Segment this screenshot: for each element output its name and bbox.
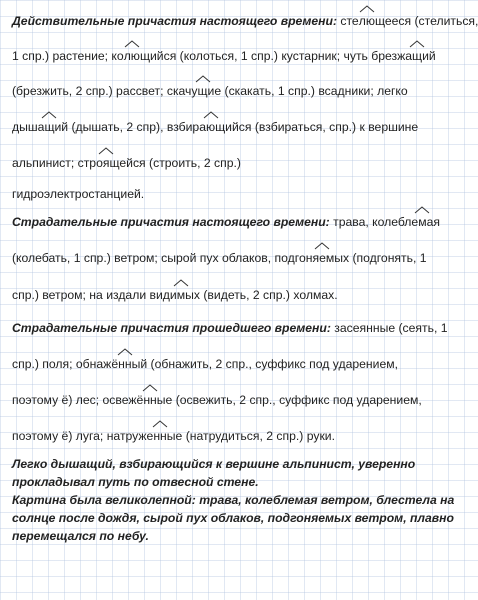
text-segment: поэтому ё) луга; натруже — [12, 429, 154, 443]
suffix-letters: я — [102, 156, 110, 170]
text-line — [12, 511, 454, 526]
suffix-arc-icon — [152, 420, 168, 428]
text-segment: (брезжить, 2 спр.) рассвет; скачу — [12, 84, 198, 98]
text-segment: засеянные (сеять, 1 — [330, 321, 448, 335]
text-line — [12, 393, 442, 408]
text-segment: поэтому ё) лес; освежё — [12, 393, 144, 407]
text-segment: дыша — [12, 120, 45, 134]
text-line — [12, 321, 448, 336]
text-segment: щейся (строить, 2 спр.) — [109, 156, 241, 170]
text-segment: спр.) ветром; на издали види — [12, 288, 177, 302]
text-line — [12, 529, 442, 544]
suffix-arc-icon — [195, 75, 211, 83]
suffix-letters: е — [319, 251, 326, 265]
suffix-letters: щ — [44, 120, 55, 134]
text-segment: трава, колебле — [329, 215, 419, 229]
suffix-letters: лю — [123, 49, 140, 63]
answer-text: Легко дышащий, взбирающийся к вершине альпинист, уверенно — [12, 457, 416, 471]
text-line — [12, 156, 442, 171]
suffix-mark — [118, 357, 131, 372]
suffix-arc-icon — [414, 206, 430, 214]
suffix-letters: щ — [412, 49, 423, 63]
text-line — [12, 288, 442, 303]
suffix-mark — [359, 14, 375, 29]
text-line — [12, 187, 442, 202]
section-heading: Страдательные причастия настоящего времени: — [12, 215, 330, 229]
suffix-letters: лю — [358, 14, 375, 28]
answer-text: перемещался по небу. — [12, 529, 149, 543]
suffix-arc-icon — [173, 279, 189, 287]
suffix-arc-icon — [124, 40, 140, 48]
text-line — [12, 251, 442, 266]
answer-text: солнце после дождя, сырой пух облаков, подгоняемых ветром, плавно — [12, 511, 454, 525]
suffix-mark — [418, 215, 426, 230]
text-segment: ий (дышать, 2 спр), взбира — [54, 120, 206, 134]
suffix-letters: щ — [197, 84, 208, 98]
section-heading: Страдательные причастия прошедшего времени: — [12, 321, 331, 335]
answer-text: Картина была великолепной: трава, колеблемая ветром, блестела на — [12, 493, 455, 507]
text-segment: ые (освежить, 2 спр., суффикс под ударением, — [156, 393, 422, 407]
text-segment: ый (обнажить, 2 спр., суффикс под ударением, — [131, 357, 398, 371]
text-line — [12, 14, 478, 29]
suffix-arc-icon — [98, 147, 114, 155]
suffix-arc-icon — [117, 348, 133, 356]
suffix-mark — [103, 156, 110, 171]
suffix-arc-icon — [409, 40, 425, 48]
suffix-mark — [198, 84, 208, 99]
text-segment: (колебать, 1 спр.) ветром; сырой пух облаков, подгоня — [12, 251, 320, 265]
suffix-mark — [124, 49, 140, 64]
text-line — [12, 84, 442, 99]
suffix-letters: м — [418, 215, 427, 229]
text-segment: альпинист; стро — [12, 156, 103, 170]
suffix-arc-icon — [41, 111, 57, 119]
suffix-letters: м — [176, 288, 186, 302]
suffix-letters: нн — [118, 357, 132, 371]
text-line — [12, 429, 442, 444]
text-line — [12, 457, 442, 472]
suffix-letters: нн — [143, 393, 157, 407]
text-segment: 1 спр.) растение; ко — [12, 49, 124, 63]
suffix-arc-icon — [314, 242, 330, 250]
suffix-arc-icon — [203, 111, 219, 119]
suffix-letters: ю — [206, 120, 216, 134]
text-segment: ая — [426, 215, 440, 229]
suffix-mark — [206, 120, 215, 135]
text-segment: ие (скакать, 1 спр.) всадники; легко — [207, 84, 408, 98]
suffix-arc-icon — [142, 384, 158, 392]
suffix-mark — [143, 393, 156, 408]
text-segment: щийся (взбираться, спр.) к вершине — [215, 120, 419, 134]
text-segment: ых (видеть, 2 спр.) холмах. — [185, 288, 338, 302]
text-line — [12, 120, 442, 135]
text-segment: ий — [422, 49, 436, 63]
text-segment: ые (натрудиться, 2 спр.) руки. — [166, 429, 335, 443]
text-segment: спр.) поля; обнажё — [12, 357, 119, 371]
text-line — [12, 493, 455, 508]
suffix-letters: нн — [153, 429, 167, 443]
section-heading: Действительные причастия настоящего времени: — [12, 14, 337, 28]
suffix-mark — [153, 429, 166, 444]
text-line — [12, 475, 442, 490]
suffix-mark — [412, 49, 422, 64]
suffix-mark — [319, 251, 326, 266]
text-segment: щееся (стелиться, — [374, 14, 478, 28]
answer-text: прокладывал путь по отвесной стене. — [12, 475, 259, 489]
suffix-mark — [44, 120, 54, 135]
text-segment: сте — [337, 14, 359, 28]
text-line — [12, 357, 442, 372]
text-segment: щийся (колоться, 1 спр.) кустарник; чуть брезжа — [139, 49, 413, 63]
suffix-arc-icon — [359, 5, 375, 13]
text-line — [12, 49, 442, 64]
text-segment: мых (подгонять, 1 — [325, 251, 427, 265]
text-segment: гидроэлектростанцией. — [12, 187, 145, 201]
suffix-mark — [177, 288, 185, 303]
text-line — [12, 215, 442, 230]
